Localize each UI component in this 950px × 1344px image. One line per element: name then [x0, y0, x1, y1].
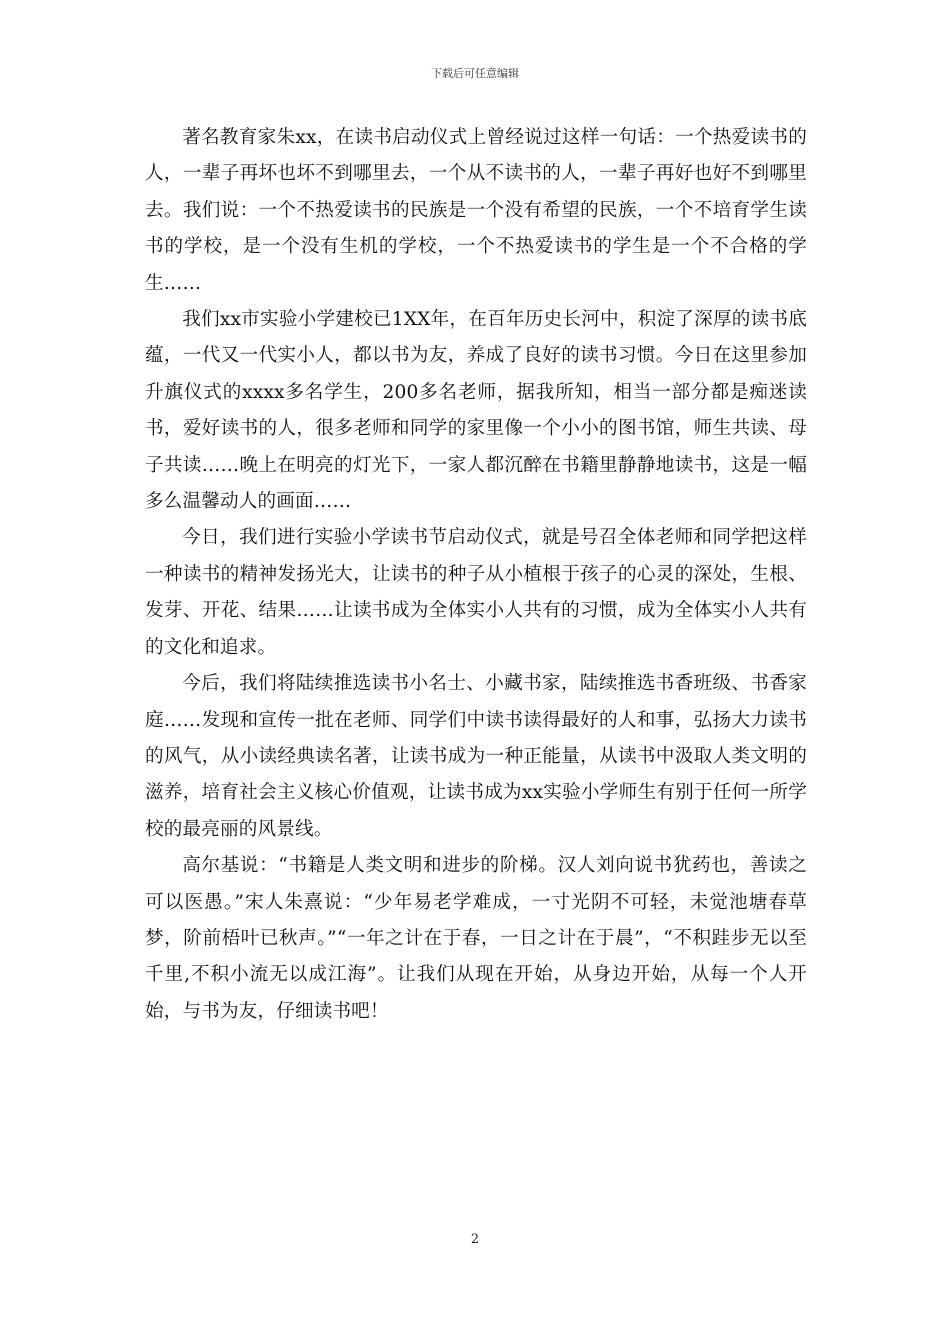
- document-body: [145, 120, 807, 1030]
- paragraph: 高尔基说：“书籍是人类文明和进步的阶梯。汉人刘向说书犹药也，善读之可以医愚。”宋人朱熹说：“少年易老学难成，一寸光阴不可轻，未觉池塘春草梦，阶前梧叶已秋声。”“一年之计在于春，一日之计在于晨”，“不积跬步无以至千里,不积小流无以成江海”。让我们从现在开始，从身边开始，从每一个人开始，与书为友，仔细读书吧！: [145, 855, 807, 1022]
- page-header: 下载后可任意编辑: [431, 67, 519, 80]
- paragraph: 今日，我们进行实验小学读书节启动仪式，就是号召全体老师和同学把这样一种读书的精神发扬光大，让读书的种子从小植根于孩子的心灵的深处，生根、发芽、开花、结果……让读书成为全体实小人共有的习惯，成为全体实小人共有的文化和追求。: [145, 527, 807, 658]
- page-number: 2: [470, 1232, 480, 1247]
- paragraph: 著名教育家朱xx，在读书启动仪式上曾经说过这样一句话：一个热爱读书的人，一辈子再坏也坏不到哪里去，一个从不读书的人，一辈子再好也好不到哪里去。我们说：一个不热爱读书的民族是一个没有希望的民族，一个不培育学生读书的学校，是一个没有生机的学校，一个不热爱读书的学生是一个不合格的学生……: [145, 127, 807, 294]
- paragraph: 今后，我们将陆续推选读书小名士、小藏书家，陆续推选书香班级、书香家庭……发现和宣传一批在老师、同学们中读书读得最好的人和事，弘扬大力读书的风气，从小读经典读名著，让读书成为一种正能量，从读书中汲取人类文明的滋养，培育社会主义核心价值观，让读书成为xx实验小学师生有别于任何一所学校的最亮丽的风景线。: [145, 673, 807, 840]
- paragraph: 我们xx市实验小学建校已1XX年，在百年历史长河中，积淀了深厚的读书底蕴，一代又一代实小人，都以书为友，养成了良好的读书习惯。今日在这里参加升旗仪式的xxxx多名学生，200多名老师，据我所知，相当一部分都是痴迷读书，爱好读书的人，很多老师和同学的家里像一个小小的图书馆，师生共读、母子共读……晚上在明亮的灯光下，一家人都沉醉在书籍里静静地读书，这是一幅多么温馨动人的画面……: [145, 309, 807, 513]
